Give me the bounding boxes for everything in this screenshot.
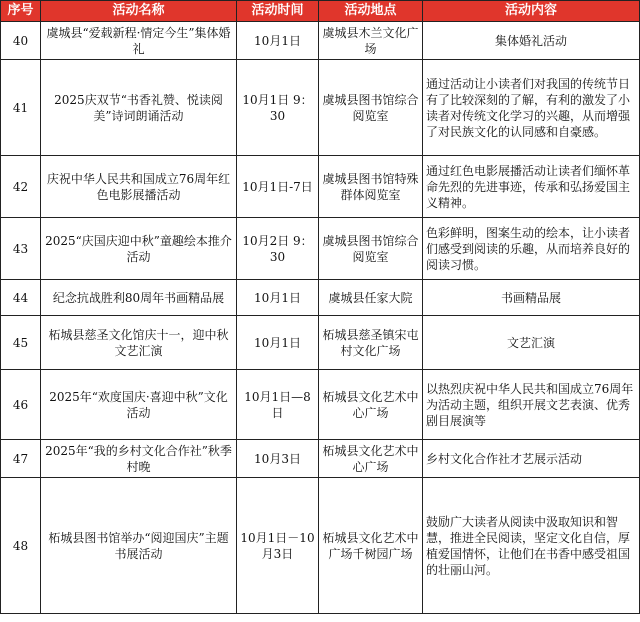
row-time: 10月3日 [237, 440, 319, 478]
table-row [1, 370, 640, 440]
row-content: 通过红色电影展播活动让读者们缅怀革命先烈的先进事迹，传承和弘扬爱国主义精神。 [423, 156, 640, 218]
row-no: 42 [1, 156, 41, 218]
row-time: 10月1日-7日 [237, 156, 319, 218]
row-name: 2025年“欢度国庆·喜迎中秋”文化活动 [41, 370, 237, 440]
header-name: 活动名称 [41, 1, 237, 22]
table-header-row [1, 1, 640, 22]
row-no: 44 [1, 280, 41, 316]
row-name: 纪念抗战胜利80周年书画精品展 [41, 280, 237, 316]
table-row [1, 22, 640, 60]
row-place: 柘城县文化艺术中心广场 [319, 440, 423, 478]
row-name: 2025年“我的乡村文化合作社”秋季村晚 [41, 440, 237, 478]
table-row [1, 478, 640, 614]
row-no: 47 [1, 440, 41, 478]
row-no: 46 [1, 370, 41, 440]
table-row [1, 440, 640, 478]
table-row [1, 316, 640, 370]
header-content: 活动内容 [423, 1, 640, 22]
row-time: 10月1日－10月3日 [237, 478, 319, 614]
table-row [1, 218, 640, 280]
row-name: 虞城县“爱载新程·情定今生”集体婚礼 [41, 22, 237, 60]
row-name: 柘城县图书馆举办“阅迎国庆”主题书展活动 [41, 478, 237, 614]
header-no: 序号 [1, 1, 41, 22]
row-place: 柘城县文化艺术中广场千树园广场 [319, 478, 423, 614]
row-content: 文艺汇演 [423, 316, 640, 370]
row-place: 虞城县图书馆特殊群体阅览室 [319, 156, 423, 218]
row-place: 柘城县文化艺术中心广场 [319, 370, 423, 440]
row-content: 色彩鲜明，图案生动的绘本，让小读者们感受到阅读的乐趣，从而培养良好的阅读习惯。 [423, 218, 640, 280]
row-no: 48 [1, 478, 41, 614]
header-place: 活动地点 [319, 1, 423, 22]
row-no: 45 [1, 316, 41, 370]
row-content: 书画精品展 [423, 280, 640, 316]
row-time: 10月1日 [237, 22, 319, 60]
row-content: 集体婚礼活动 [423, 22, 640, 60]
row-no: 43 [1, 218, 41, 280]
row-place: 虞城县木兰文化广场 [319, 22, 423, 60]
row-place: 柘城县慈圣镇宋屯村文化广场 [319, 316, 423, 370]
row-content: 乡村文化合作社才艺展示活动 [423, 440, 640, 478]
row-content: 通过活动让小读者们对我国的传统节日有了比较深刻的了解，有利的激发了小读者对传统文化学习的兴趣，从而增强了对民族文化的认同感和自豪感。 [423, 60, 640, 156]
row-place: 虞城县图书馆综合阅览室 [319, 60, 423, 156]
row-place: 虞城县任家大院 [319, 280, 423, 316]
row-content: 以热烈庆祝中华人民共和国成立76周年为活动主题，组织开展文艺表演、优秀剧目展演等 [423, 370, 640, 440]
row-time: 10月1日 9：30 [237, 60, 319, 156]
row-time: 10月1日 [237, 280, 319, 316]
row-name: 2025庆双节“书香礼赞、悦读阅美”诗词朗诵活动 [41, 60, 237, 156]
row-name: 庆祝中华人民共和国成立76周年红色电影展播活动 [41, 156, 237, 218]
header-time: 活动时间 [237, 1, 319, 22]
row-time: 10月2日 9：30 [237, 218, 319, 280]
row-no: 41 [1, 60, 41, 156]
table-row [1, 60, 640, 156]
table-row [1, 156, 640, 218]
row-name: 2025“庆国庆迎中秋”童趣绘本推介活动 [41, 218, 237, 280]
row-content: 鼓励广大读者从阅读中汲取知识和智慧，推进全民阅读，坚定文化自信，厚植爱国情怀，让他们在书香中感受祖国的壮丽山河。 [423, 478, 640, 614]
table-row [1, 280, 640, 316]
row-time: 10月1日 [237, 316, 319, 370]
row-name: 柘城县慈圣文化馆庆十一，迎中秋文艺汇演 [41, 316, 237, 370]
row-no: 40 [1, 22, 41, 60]
row-place: 虞城县图书馆综合阅览室 [319, 218, 423, 280]
row-time: 10月1日—8日 [237, 370, 319, 440]
